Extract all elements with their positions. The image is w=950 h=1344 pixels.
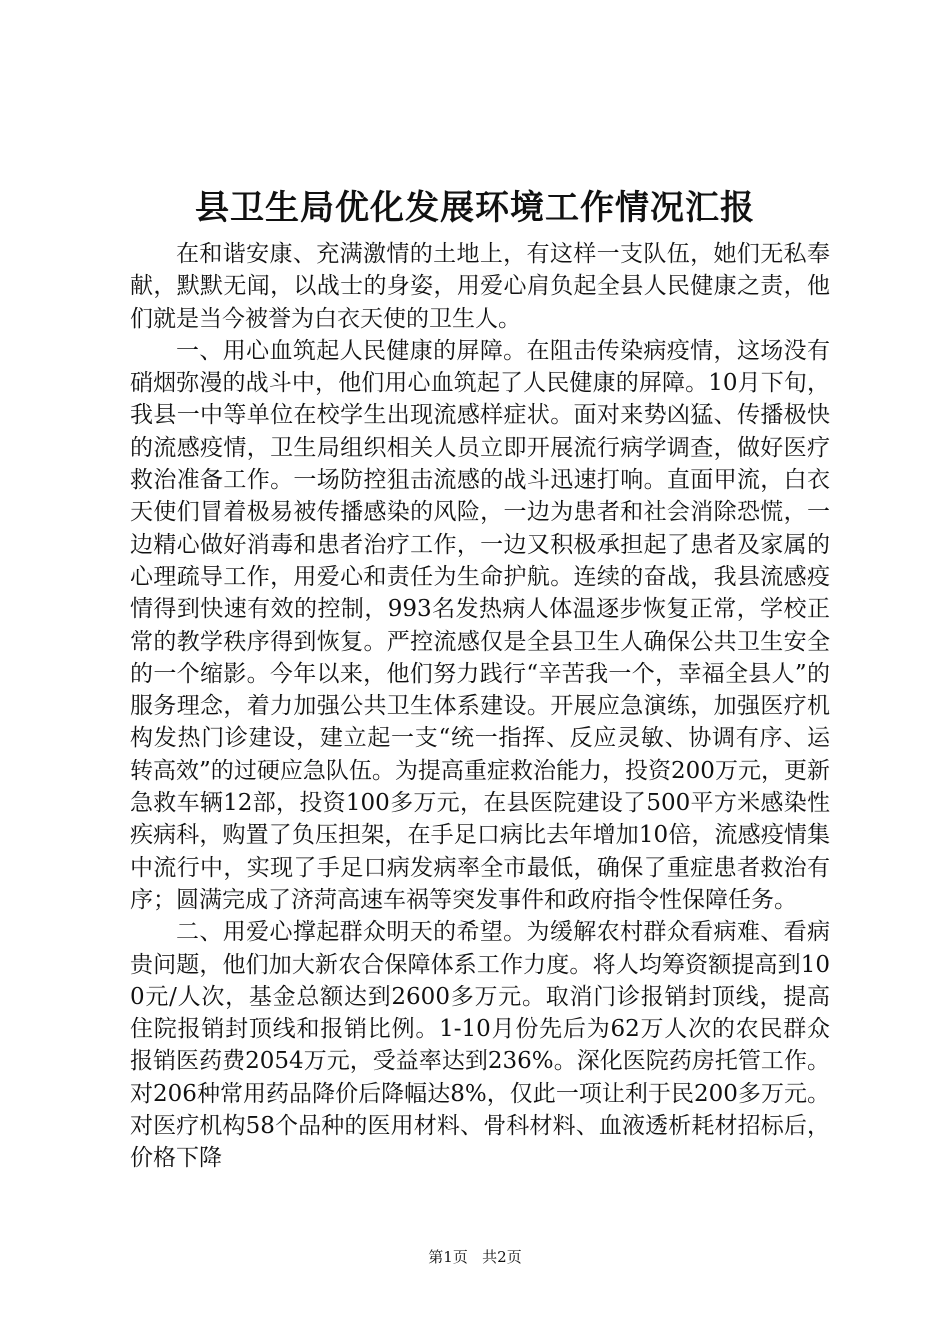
document-body <box>130 238 830 1175</box>
page-number: 第1页 <box>428 1248 468 1266</box>
document-title: 县卫生局优化发展环境工作情况汇报 <box>195 188 755 228</box>
page-footer <box>0 1247 950 1267</box>
page-separator <box>473 1248 478 1266</box>
paragraph-intro: 在和谐安康、充满激情的土地上，有这样一支队伍，她们无私奉献，默默无闻，以战士的身姿，用爱心肩负起全县人民健康之责，他们就是当今被誉为白衣天使的卫生人。 <box>130 241 830 332</box>
paragraph-section-two: 二、用爱心撑起群众明天的希望。为缓解农村群众看病难、看病贵问题，他们加大新农合保障体系工作力度。将人均筹资额提高到100元/人次，基金总额达到2600多万元。取消门诊报销封顶线，提高住院报销封顶线和报销比例。1-10月份先后为62万人次的农民群众报销医药费2054万元，受益率达到236%。深化医院药房托管工作。对206种常用药品降价后降幅达8%，仅此一项让利于民200多万元。对医疗机构58个品种的医用材料、骨科材料、血液透析耗材招标后，价格下降 <box>130 919 830 1172</box>
page-total: 共2页 <box>482 1248 522 1266</box>
paragraph-section-one: 一、用心血筑起人民健康的屏障。在阻击传染病疫情，这场没有硝烟弥漫的战斗中，他们用心血筑起了人民健康的屏障。10月下旬，我县一中等单位在校学生出现流感样症状。面对来势凶猛、传播极快的流感疫情，卫生局组织相关人员立即开展流行病学调查，做好医疗救治准备工作。一场防控狙击流感的战斗迅速打响。直面甲流，白衣天使们冒着极易被传播感染的风险，一边为患者和社会消除恐慌，一边精心做好消毒和患者治疗工作，一边又积极承担起了患者及家属的心理疏导工作，用爱心和责任为生命护航。连续的奋战，我县流感疫情得到快速有效的控制，993名发热病人体温逐步恢复正常，学校正常的教学秩序得到恢复。严控流感仅是全县卫生人确保公共卫生安全的一个缩影。今年以来，他们努力践行“辛苦我一个，幸福全县人”的服务理念，着力加强公共卫生体系建设。开展应急演练，加强医疗机构发热门诊建设，建立起一支“统一指挥、反应灵敏、协调有序、运转高效”的过硬应急队伍。为提高重症救治能力，投资200万元，更新急救车辆12部，投资100多万元，在县医院建设了500平方米感染性疾病科，购置了负压担架，在手足口病比去年增加10倍，流感疫情集中流行中，实现了手足口病发病率全市最低，确保了重症患者救治有序；圆满完成了济菏高速车祸等突发事件和政府指令性保障任务。 <box>130 337 830 913</box>
